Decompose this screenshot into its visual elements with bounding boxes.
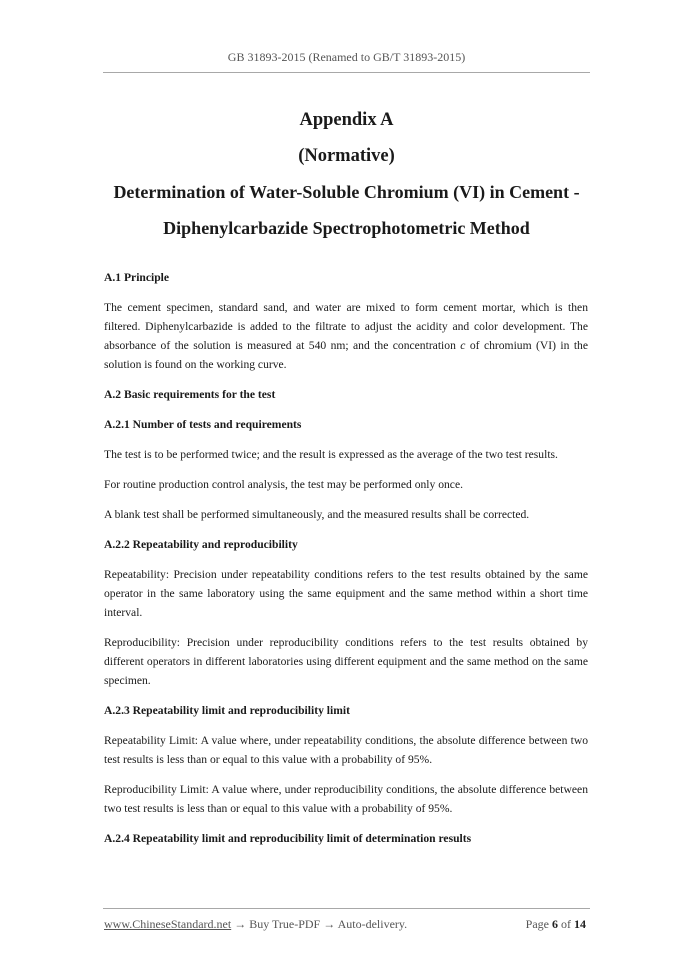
paragraph-a21-2: For routine production control analysis, the test may be performed only once. xyxy=(104,478,463,491)
section-heading-a22: A.2.2 Repeatability and reproducibility xyxy=(104,538,298,551)
section-heading-a1: A.1 Principle xyxy=(104,271,170,284)
page-label: Page xyxy=(525,917,549,931)
document-header: GB 31893-2015 (Renamed to GB/T 31893-2015) xyxy=(227,50,466,64)
paragraph-a22-repeatability: Repeatability: Precision under repeatability conditions refers to the test results obtained by the same operator in the same laboratory using the same equipment and the same method within a short time interval. xyxy=(104,568,588,619)
paragraph-text: The cement specimen, standard sand, and water are mixed to form cement mortar, which is then filtered. Diphenylcarbazide is added to the filtrate to adjust the acidity and color development. The absorbance of the solution is measured at 540 nm; and the concentration xyxy=(104,301,588,352)
paragraph-text: of chromium (VI) in the solution is found on the working curve. xyxy=(104,339,588,371)
paragraph-a23-reproducibility-limit: Reproducibility Limit: A value where, under reproducibility conditions, the absolute difference between two test results is less than or equal to this value with a probability of 95%. xyxy=(104,783,588,815)
footer-promo xyxy=(104,917,407,932)
arrow-right-icon: → xyxy=(323,917,336,931)
appendix-subtitle-line1: Determination of Water-Soluble Chromium (VI) in Cement - xyxy=(113,182,580,202)
section-heading-a23: A.2.3 Repeatability limit and reproducibility limit xyxy=(104,704,350,717)
section-heading-a21: A.2.1 Number of tests and requirements xyxy=(104,418,302,431)
paragraph-a21-1: The test is to be performed twice; and the result is expressed as the average of the two test results. xyxy=(104,448,558,461)
footer-delivery-text: Auto-delivery. xyxy=(335,917,408,931)
paragraph-a21-3: A blank test shall be performed simultaneously, and the measured results shall be corrected. xyxy=(104,508,530,521)
website-link[interactable]: www.ChineseStandard.net xyxy=(104,917,232,931)
appendix-normative-label: (Normative) xyxy=(298,146,395,166)
appendix-title: Appendix A xyxy=(299,110,394,130)
total-pages: 14 xyxy=(574,917,586,931)
of-label: of xyxy=(561,917,571,931)
page-number xyxy=(526,917,586,932)
footer-buy-text: Buy True-PDF xyxy=(246,917,324,931)
document-body xyxy=(104,268,588,859)
section-heading-a24: A.2.4 Repeatability limit and reproducibility limit of determination results xyxy=(104,832,472,845)
appendix-subtitle-line2: Diphenylcarbazide Spectrophotometric Method xyxy=(163,218,530,238)
concentration-symbol: c xyxy=(460,339,466,352)
header-divider xyxy=(103,72,590,73)
footer-divider xyxy=(103,908,590,909)
paragraph-a23-repeatability-limit: Repeatability Limit: A value where, under repeatability conditions, the absolute difference between two test results is less than or equal to this value with a probability of 95%. xyxy=(104,734,588,766)
appendix-title-block xyxy=(90,102,603,246)
section-heading-a2: A.2 Basic requirements for the test xyxy=(104,388,276,401)
current-page: 6 xyxy=(552,917,558,931)
paragraph-a22-reproducibility: Reproducibility: Precision under reproducibility conditions refers to the test results obtained by different operators in different laboratories using different equipment and the same method on the same specimen. xyxy=(104,636,588,687)
paragraph-a1-principle xyxy=(104,298,588,374)
arrow-right-icon: → xyxy=(234,917,247,931)
